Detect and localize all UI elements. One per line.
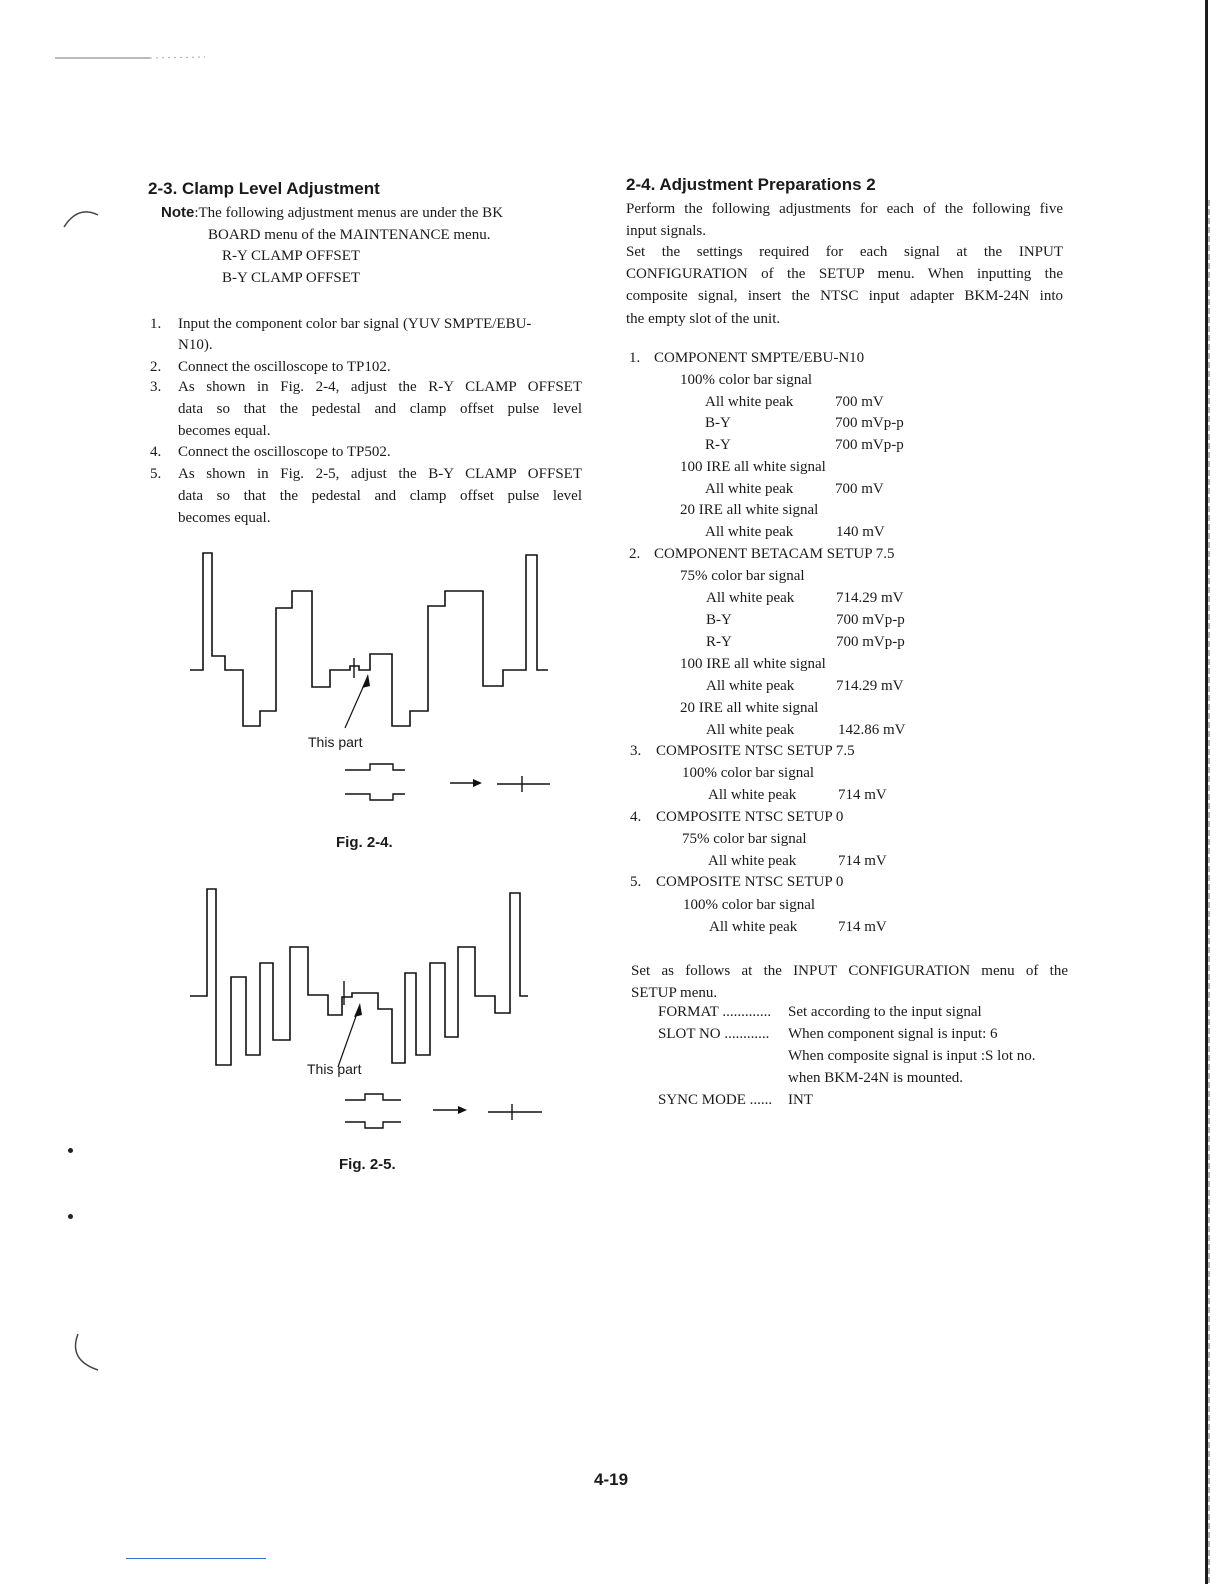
- signal-group: 20 IRE all white signal: [680, 700, 819, 716]
- signal-number: 2.: [629, 546, 641, 562]
- intro-line: the empty slot of the unit.: [626, 311, 781, 327]
- setting-key-sync-mode: SYNC MODE ......: [658, 1092, 773, 1108]
- margin-dot: [68, 1148, 73, 1153]
- signal-param: All white peak: [708, 787, 797, 803]
- pointer-arrowhead: [362, 674, 370, 688]
- signal-param: All white peak: [705, 524, 794, 540]
- setting-key-format: FORMAT .............: [658, 1004, 772, 1020]
- fig-2-4-detail: [345, 756, 555, 806]
- fig-2-5-waveform: [190, 885, 560, 1075]
- intro-line: CONFIGURATION of the SETUP menu. When inputting the: [626, 266, 1063, 282]
- fig-2-5-caption: Fig. 2-5.: [339, 1156, 396, 1173]
- signal-param: All white peak: [706, 590, 795, 606]
- step-text: N10).: [178, 337, 213, 353]
- waveform-trace: [190, 889, 528, 1065]
- signal-value: 700 mV: [835, 481, 884, 497]
- signal-param: R-Y: [706, 634, 732, 650]
- signal-value: 700 mVp-p: [836, 612, 905, 628]
- signal-value: 140 mV: [836, 524, 885, 540]
- fig-2-5-part-label: This part: [307, 1061, 362, 1077]
- signal-title: COMPOSITE NTSC SETUP 7.5: [656, 743, 855, 759]
- setting-value-slot-no: When component signal is input: 6: [788, 1026, 998, 1042]
- punch-mark-top: [58, 205, 103, 245]
- step-text: becomes equal.: [178, 510, 271, 526]
- signal-param: All white peak: [705, 394, 794, 410]
- step-text: Input the component color bar signal (YUV SMPTE/EBU-: [178, 316, 532, 332]
- step-number: 3.: [150, 379, 162, 395]
- step-text: Connect the oscilloscope to TP102.: [178, 359, 391, 375]
- setup-intro-line: SETUP menu.: [631, 985, 718, 1001]
- signal-group: 75% color bar signal: [680, 568, 805, 584]
- setting-value-sync-mode: INT: [788, 1092, 813, 1108]
- step-text: As shown in Fig. 2-4, adjust the R-Y CLAMP OFFSET: [178, 379, 582, 395]
- setting-key-slot-no: SLOT NO ............: [658, 1026, 770, 1042]
- signal-group: 100 IRE all white signal: [680, 459, 826, 475]
- signal-param: All white peak: [705, 481, 794, 497]
- intro-line: input signals.: [626, 223, 707, 239]
- step-text: As shown in Fig. 2-5, adjust the B-Y CLAMP OFFSET: [178, 466, 582, 482]
- intro-line: composite signal, insert the NTSC input adapter BKM-24N into: [626, 288, 1063, 304]
- fig-2-4-part-label: This part: [308, 734, 363, 750]
- signal-param: B-Y: [705, 415, 731, 431]
- menu-item-ry-clamp-offset: R-Y CLAMP OFFSET: [222, 248, 361, 264]
- signal-value: 714 mV: [838, 787, 887, 803]
- signal-number: 3.: [630, 743, 642, 759]
- setting-value-format: Set according to the input signal: [788, 1004, 982, 1020]
- top-scan-artifact: [55, 50, 575, 64]
- signal-param: All white peak: [708, 853, 797, 869]
- step-number: 1.: [150, 316, 162, 332]
- step-text: Connect the oscilloscope to TP502.: [178, 444, 391, 460]
- signal-param: All white peak: [709, 919, 798, 935]
- signal-value: 714 mV: [838, 853, 887, 869]
- setup-intro-line: Set as follows at the INPUT CONFIGURATION menu of the: [631, 963, 1068, 979]
- note-text: :The following adjustment menus are under the BK: [194, 205, 504, 221]
- signal-value: 142.86 mV: [838, 722, 906, 738]
- step-text: data so that the pedestal and clamp offset pulse level: [178, 401, 582, 417]
- setting-value-slot-no-composite: When composite signal is input :S lot no.: [788, 1048, 1036, 1064]
- waveform-trace: [190, 553, 548, 726]
- signal-value: 700 mV: [835, 394, 884, 410]
- note: [161, 202, 581, 224]
- pointer-arrowhead: [354, 1003, 362, 1017]
- signal-group: 75% color bar signal: [682, 831, 807, 847]
- signal-value: 714.29 mV: [836, 678, 904, 694]
- note-label: Note: [161, 204, 195, 221]
- fig-2-4-caption: Fig. 2-4.: [336, 834, 393, 851]
- note-line2: BOARD menu of the MAINTENANCE menu.: [208, 227, 491, 243]
- right-edge-scan-line: [1154, 0, 1224, 1584]
- signal-value: 700 mVp-p: [835, 415, 904, 431]
- step-number: 2.: [150, 359, 162, 375]
- signal-group: 100 IRE all white signal: [680, 656, 826, 672]
- intro-line: Perform the following adjustments for each of the following five: [626, 201, 1063, 217]
- signal-value: 700 mVp-p: [836, 634, 905, 650]
- signal-number: 5.: [630, 874, 642, 890]
- step-text: data so that the pedestal and clamp offset pulse level: [178, 488, 582, 504]
- punch-mark-bottom: [66, 1330, 116, 1380]
- bottom-underline: [126, 1558, 266, 1559]
- signal-title: COMPOSITE NTSC SETUP 0: [656, 809, 844, 825]
- signal-value: 714.29 mV: [836, 590, 904, 606]
- section-heading-adjustment-preparations: 2-4. Adjustment Preparations 2: [626, 175, 876, 194]
- section-heading-clamp-level: 2-3. Clamp Level Adjustment: [148, 179, 380, 198]
- signal-group: 100% color bar signal: [683, 897, 816, 913]
- signal-title: COMPONENT SMPTE/EBU-N10: [654, 350, 865, 366]
- signal-number: 1.: [629, 350, 641, 366]
- signal-param: All white peak: [706, 678, 795, 694]
- setting-value-slot-no-note: when BKM-24N is mounted.: [788, 1070, 963, 1086]
- intro-line: Set the settings required for each signal at the INPUT: [626, 244, 1063, 260]
- signal-value: 700 mVp-p: [835, 437, 904, 453]
- signal-value: 714 mV: [838, 919, 887, 935]
- signal-param: R-Y: [705, 437, 731, 453]
- step-number: 5.: [150, 466, 162, 482]
- menu-item-by-clamp-offset: B-Y CLAMP OFFSET: [222, 270, 361, 286]
- signal-number: 4.: [630, 809, 642, 825]
- signal-group: 20 IRE all white signal: [680, 502, 819, 518]
- page-number: 4-19: [594, 1470, 629, 1489]
- signal-title: COMPONENT BETACAM SETUP 7.5: [654, 546, 895, 562]
- signal-group: 100% color bar signal: [682, 765, 815, 781]
- signal-group: 100% color bar signal: [680, 372, 813, 388]
- step-text: becomes equal.: [178, 423, 271, 439]
- signal-param: All white peak: [706, 722, 795, 738]
- fig-2-5-detail: [345, 1086, 555, 1136]
- signal-title: COMPOSITE NTSC SETUP 0: [656, 874, 844, 890]
- signal-param: B-Y: [706, 612, 732, 628]
- margin-dot: [68, 1214, 73, 1219]
- step-number: 4.: [150, 444, 162, 460]
